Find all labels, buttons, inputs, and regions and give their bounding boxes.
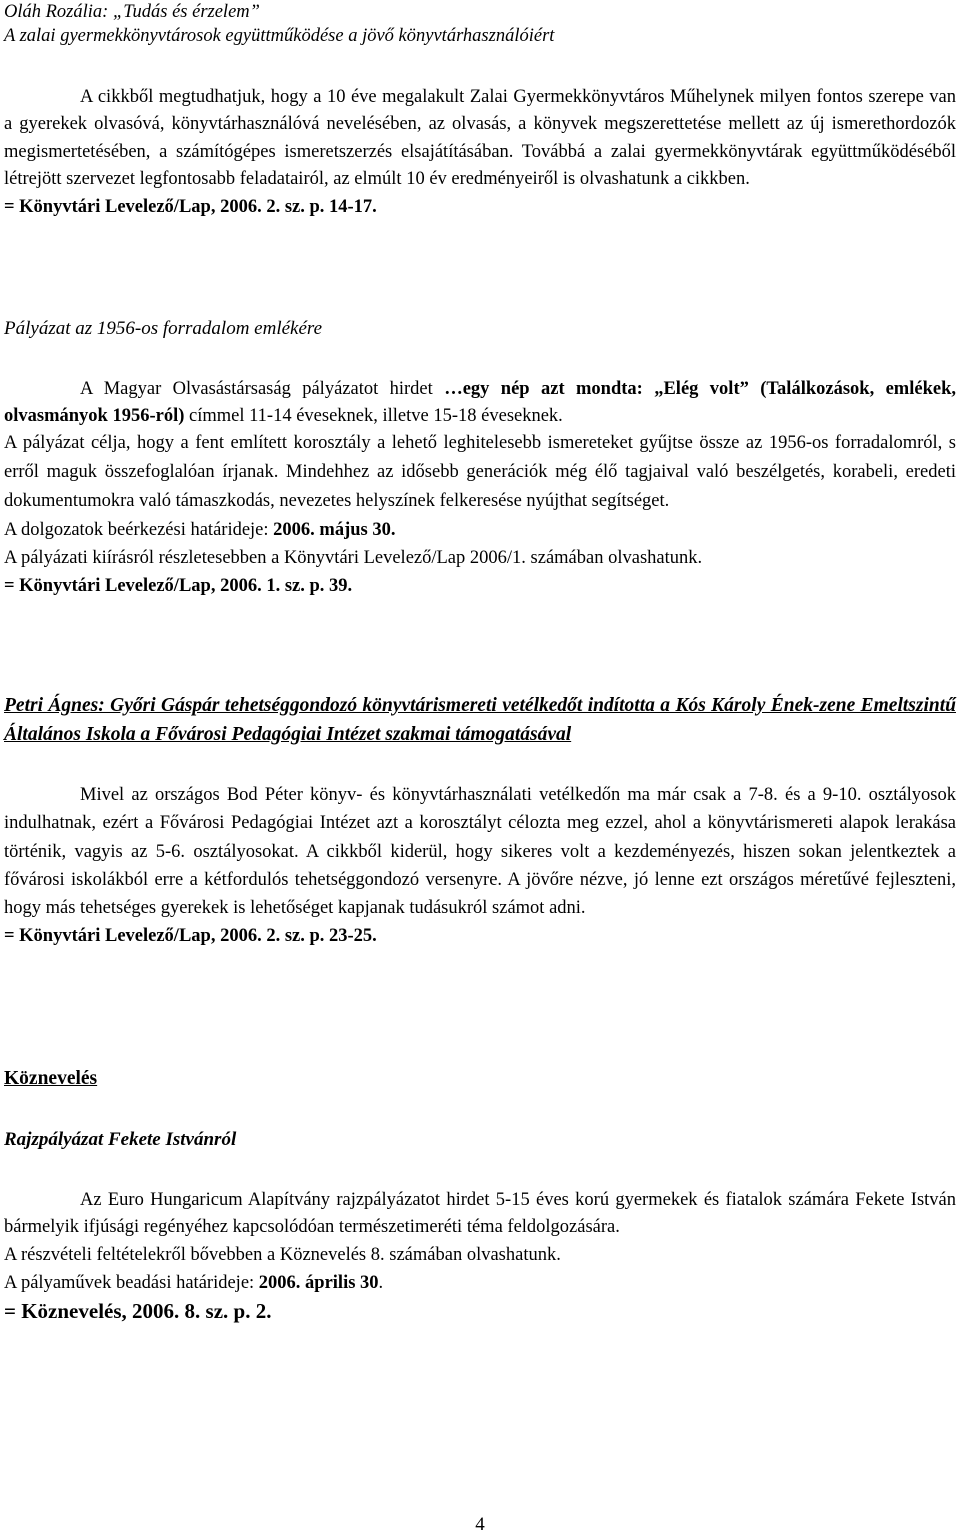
article-paragraph [4, 376, 956, 429]
deadline-period: . [378, 1273, 384, 1293]
article-paragraph: A részvételi feltételekről bővebben a Köznevelés 8. számában olvashatunk. [4, 1245, 561, 1265]
deadline-label: A dolgozatok beérkezési határideje: [4, 520, 274, 540]
article-rajzpalyazat [4, 1127, 956, 1325]
article-title: Petri Ágnes: Győri Gáspár tehetséggondozó könyvtárismereti vetélkedőt indította a Kós Károly Ének-zene Emeltszintű Általános Iskola a Fővárosi Pedagógiai Intézet szakmai támogatásával [4, 695, 956, 745]
article-title: Rajzpályázat Fekete Istvánról [4, 1129, 237, 1150]
article-deadline [4, 1269, 956, 1297]
article-citation: = Köznevelés, 2006. 8. sz. p. 2. [4, 1299, 272, 1323]
article-paragraph: A pályázati kiírásról részletesebben a Könyvtári Levelező/Lap 2006/1. számában olvashatunk. [4, 548, 703, 568]
article-title: Oláh Rozália: „Tudás és érzelem” [4, 2, 260, 22]
article-citation: = Könyvtári Levelező/Lap, 2006. 2. sz. p. 14-17. [4, 197, 377, 218]
competition-title: …egy nép azt mondta: „Elég volt” (Találkozások, emlékek, olvasmányok 1956-ról) [4, 379, 956, 426]
paragraph-text: A Magyar Olvasástársaság pályázatot hirdet [80, 379, 445, 399]
page-number: 4 [475, 1514, 485, 1535]
section-title: Köznevelés [4, 1068, 98, 1089]
article-palyazat-1956 [4, 316, 956, 600]
article-deadline [4, 516, 956, 545]
deadline-date: 2006. április 30 [258, 1273, 379, 1293]
article-body: A cikkből megtudhatjuk, hogy a 10 éve megalakult Zalai Gyermekkönyvtáros Műhelynek milyen fontos szerepe van a gyerekek olvasóvá, könyvtárhasználóvá nevelésében, az olvasás, a könyvek megszerettetése mellett az új ismerethordozók megismertetésében, a számítógépes ismeretszerzés elsajátításában. Továbbá a zalai gyermekkönyvtárak együttműködéséből létrejött szervezet legfontosabb feladatairól, az elmúlt 10 év eredményeiről is olvashatunk a cikkben. [4, 87, 956, 189]
article-citation: = Könyvtári Levelező/Lap, 2006. 1. sz. p. 39. [4, 576, 353, 596]
article-body: Mivel az országos Bod Péter könyv- és könyvtárhasználati vetélkedőn ma már csak a 7-8. és a 9-10. osztályosok indulhatnak, ezért a Fővárosi Pedagógiai Intézet azt a korosztályt célozta meg ezzel, ahol a könyvtárismereti alapok lerakása történik, vagyis az 5-6. osztályosokat. A cikkből kiderül, hogy sikeres volt a kezdeményezés, hiszen sokan jelentkeztek a fővárosi iskolákból erre a kétfordulós tehetséggondozó versenyre. A jövőre nézve, jó lenne ezt országos méretűvé fejleszteni, hogy más tehetséges gyerekek is lehetőséget kapjanak tudásukról számot adni. [4, 785, 956, 919]
paragraph-text: címmel 11-14 éveseknek, illetve 15-18 éveseknek. [184, 405, 563, 426]
article-zalai [4, 0, 956, 221]
article-citation: = Könyvtári Levelező/Lap, 2006. 2. sz. p. 23-25. [4, 926, 377, 947]
article-subtitle: A zalai gyermekkönyvtárosok együttműködése a jövő könyvtárhasználóiért [4, 26, 555, 46]
article-paragraph: A pályázat célja, hogy a fent említett korosztály a lehető leghitelesebb ismereteket gyűjtse össze az 1956-os forradalomról, s erről maguk összefoglalóan írjanak. Mindehhez az idősebb generációk még élő tagjaival való beszélgetés, korabeli, eredeti dokumentumokra való támaszkodás, nevezetes helyszínek felkeresése nyújthat segítséget. [4, 433, 956, 511]
document-page [4, 0, 956, 1537]
article-paragraph: Az Euro Hungaricum Alapítvány rajzpályázatot hirdet 5-15 éves korú gyermekek és fiatalok számára Fekete István bármelyik ifjúsági regényéhez kapcsolódóan természetimeréti téma feldolgozására. [4, 1190, 956, 1237]
deadline-label: A pályaművek beadási határideje: [4, 1273, 259, 1293]
article-title: Pályázat az 1956-os forradalom emlékére [4, 318, 323, 339]
article-gyori-gaspar [4, 691, 956, 950]
deadline-date: 2006. május 30. [273, 520, 396, 540]
